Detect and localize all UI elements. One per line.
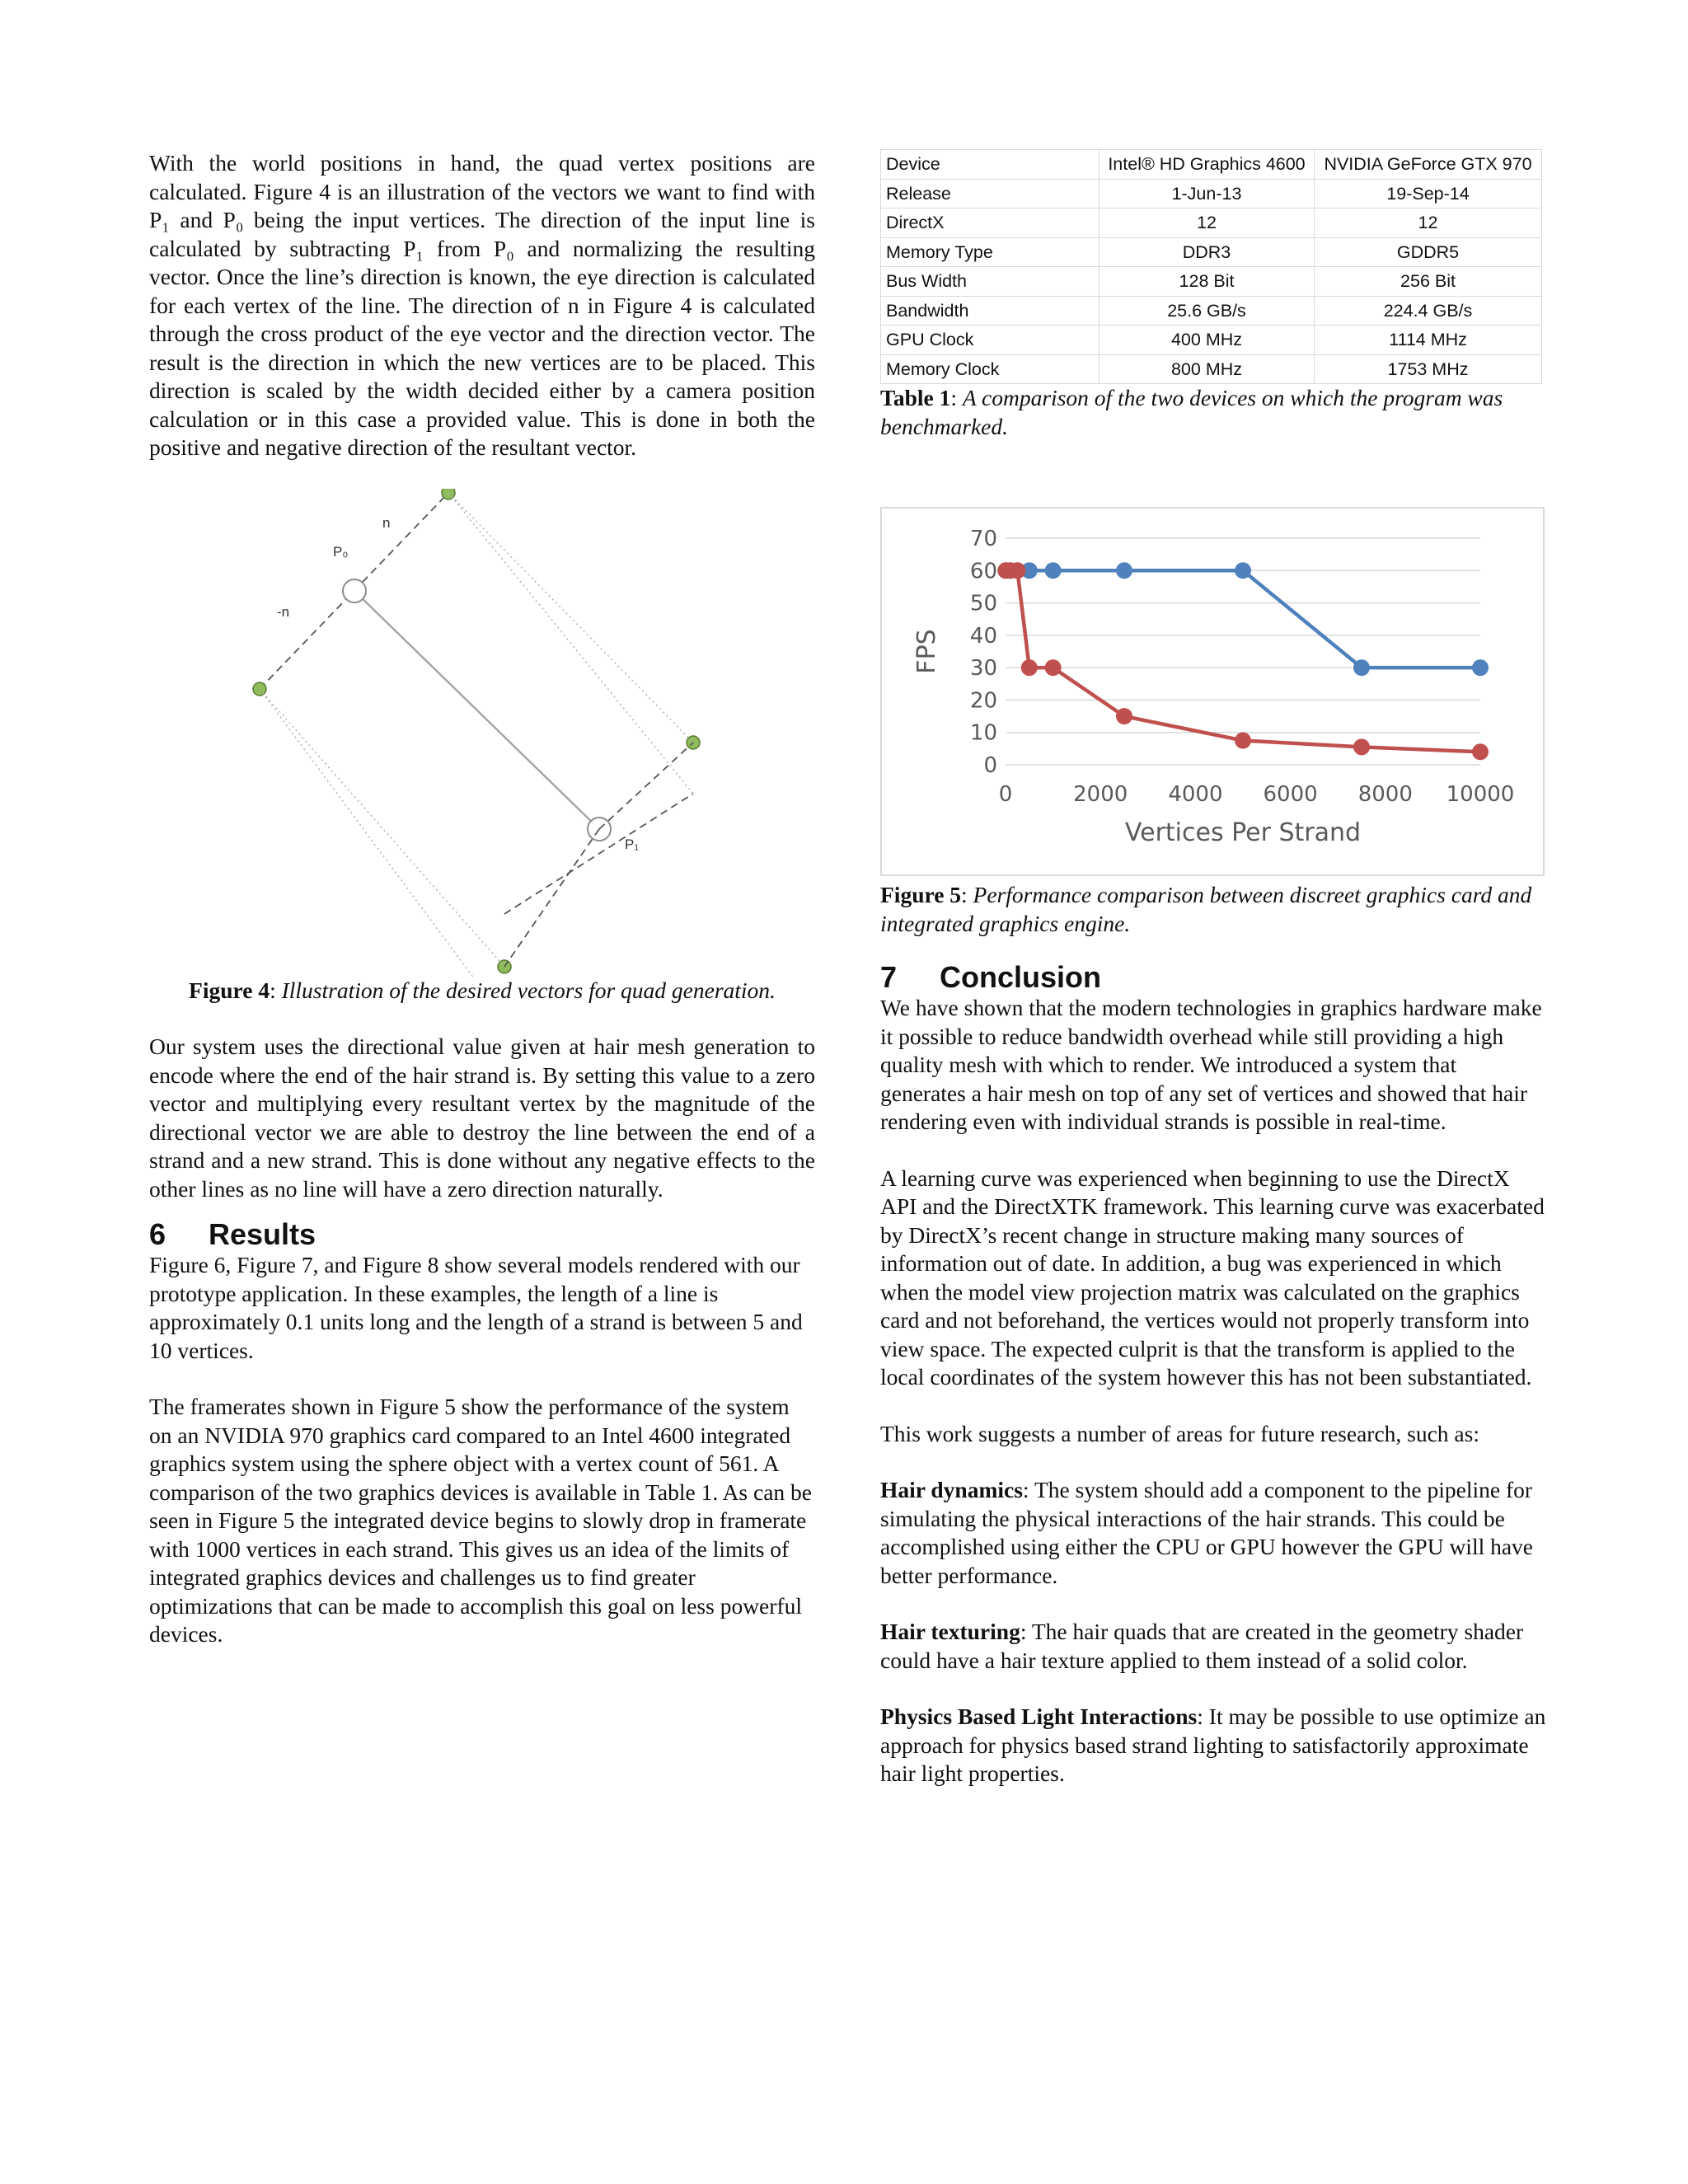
series-point-0: [1472, 659, 1489, 676]
figure-4: [149, 489, 815, 977]
table-cell: Release: [881, 179, 1100, 209]
quad-side-top: [448, 493, 693, 794]
table-1: [880, 149, 1542, 384]
figure-5-svg: [882, 509, 1543, 874]
table-cell: Intel® HD Graphics 4600: [1100, 150, 1315, 180]
figure-4-caption-text: Illustration of the desired vectors for quad generation.: [281, 977, 776, 1003]
quad-side-right: [448, 493, 693, 743]
neg-n-vector-lower: [504, 829, 599, 967]
future-item-light-interactions: [880, 1703, 1546, 1788]
table-row: [881, 179, 1542, 209]
p0-circle: [343, 579, 366, 602]
table-cell: 25.6 GB/s: [1100, 296, 1315, 326]
left-column: [149, 149, 815, 1649]
table-cell: 128 Bit: [1100, 267, 1315, 297]
future-item-text: : It may be possible to use optimize an approach for physics based strand lighting to satisfactorily approximate hair light properties.: [880, 1704, 1546, 1786]
paragraph-future-intro: This work suggests a number of areas for future research, such as:: [880, 1420, 1479, 1446]
label-n: n: [382, 514, 391, 531]
table-cell: 1-Jun-13: [1100, 179, 1315, 209]
x-tick-label: 8000: [1357, 782, 1413, 807]
figure-5-caption-text: Performance comparison between discreet graphics card and integrated graphics engine.: [880, 882, 1532, 936]
series-point-1: [1021, 659, 1038, 676]
paragraph-hair-mesh: Our system uses the directional value given at hair mesh generation to encode where the end of the hair strand is. By setting this value to a zero vector and multiplying every resultant vertex by the magnitude of the directional vector we are able to destroy the line between the end of a strand and a new strand. This is done without any negative effects to the other lines as no line will have a zero direction naturally.: [149, 1033, 815, 1202]
center-line: [354, 591, 599, 829]
table-row: [881, 354, 1542, 384]
table-cell: 400 MHz: [1100, 326, 1315, 355]
quad-side-bottom: [260, 689, 504, 977]
table-row: [881, 326, 1542, 355]
table-cell: 19-Sep-14: [1315, 179, 1542, 209]
table-cell: GDDR5: [1315, 237, 1542, 267]
label-p0: P₀: [333, 543, 349, 560]
y-tick-label: 40: [969, 623, 997, 649]
series-point-0: [1235, 562, 1251, 579]
series-point-0: [1353, 659, 1370, 676]
figure-5-caption-label: Figure 5: [880, 882, 962, 907]
table-cell: GPU Clock: [881, 326, 1100, 355]
series-line-1: [1006, 570, 1480, 752]
series-line-0: [1006, 570, 1480, 668]
table-cell: 224.4 GB/s: [1315, 296, 1542, 326]
series-point-1: [1353, 738, 1370, 755]
x-tick-label: 6000: [1263, 782, 1318, 807]
label-p1: P₁: [625, 836, 640, 852]
table-cell: 1753 MHz: [1315, 354, 1542, 384]
figure-5-chart: [880, 507, 1545, 876]
y-axis-label: FPS: [912, 629, 941, 674]
future-item-text: : The system should add a component to the pipeline for simulating the physical interactions of the hair strands. This could be accomplished using either the CPU or GPU however the GPU will have better performance.: [880, 1477, 1534, 1588]
section-6-number: 6: [149, 1217, 166, 1251]
vertex-top: [442, 489, 455, 499]
paragraph-quad-vertex: With the world positions in hand, the quad vertex positions are calculated. Figure 4 is an illustration of the vectors we want to find with P₁ and P₀ being the input vertices. The direction of the input line is calculated by subtracting P₁ from P₀ and normalizing the resulting vector. Once the line’s direction is known, the eye direction is calculated for each vertex of the line. The direction of n in Figure 4 is calculated through the cross product of the eye vector and the direction vector. The result is the direction in which the new vertices are to be placed. This direction is scaled by the width decided either by a camera position calculation or in this case a provided value. This is done in both the positive and negative direction of the resultant vector.: [149, 150, 815, 460]
n-vector-p1: [504, 794, 693, 914]
table-cell: Memory Clock: [881, 354, 1100, 384]
x-tick-label: 4000: [1168, 782, 1223, 807]
x-tick-label: 0: [998, 782, 1013, 807]
table-cell: 12: [1315, 209, 1542, 238]
series-point-0: [1045, 562, 1062, 579]
future-item-term: Hair texturing: [880, 1619, 1020, 1644]
label-neg-n: -n: [277, 603, 290, 620]
table-cell: 800 MHz: [1100, 354, 1315, 384]
series-point-1: [1045, 659, 1062, 676]
table-1-caption-label: Table 1: [880, 385, 951, 410]
y-tick-label: 10: [969, 720, 997, 746]
y-tick-label: 30: [969, 656, 997, 682]
future-item-text: : The hair quads that are created in the geometry shader could have a hair texture applied to them instead of a solid color.: [880, 1619, 1524, 1673]
y-tick-label: 70: [969, 527, 997, 551]
series-point-1: [1472, 743, 1489, 760]
table-row: [881, 296, 1542, 326]
table-cell: Device: [881, 150, 1100, 180]
section-6-title: Results: [209, 1217, 316, 1251]
table-cell: 1114 MHz: [1315, 326, 1542, 355]
table-cell: 12: [1100, 209, 1315, 238]
series-point-1: [1009, 562, 1025, 579]
series-point-1: [1235, 733, 1251, 749]
section-7-title: Conclusion: [940, 960, 1101, 994]
paragraph-results-1: Figure 6, Figure 7, and Figure 8 show several models rendered with our prototype application. In these examples, the length of a line is approximately 0.1 units long and the length of a strand is between 5 and 10 vertices.: [149, 1252, 803, 1363]
series-point-1: [1116, 708, 1132, 724]
x-tick-label: 2000: [1073, 782, 1128, 807]
section-6-heading: [149, 1218, 815, 1251]
right-column: [880, 149, 1546, 1788]
figure-5-caption: Figure 5: Performance comparison between discreet graphics card and integrated graphics engine.: [880, 882, 1532, 936]
table-1-caption-text: A comparison of the two devices on which the program was benchmarked.: [880, 385, 1503, 439]
table-cell: Memory Type: [881, 237, 1100, 267]
paragraph-conclusion-1: We have shown that the modern technologies in graphics hardware make it possible to reduce bandwidth overhead while still providing a high quality mesh with which to render. We introduced a system that generates a hair mesh on top of any set of vertices and showed that hair rendering even with individual strands is possible in real-time.: [880, 995, 1542, 1134]
series-point-0: [1116, 562, 1132, 579]
section-7-number: 7: [880, 960, 898, 994]
table-row: [881, 209, 1542, 238]
x-axis-label: Vertices Per Strand: [1124, 818, 1362, 847]
y-tick-label: 50: [969, 591, 997, 616]
x-tick-label: 10000: [1446, 782, 1515, 807]
y-tick-label: 60: [969, 559, 997, 584]
figure-4-caption-label: Figure 4: [189, 977, 270, 1003]
table-row: [881, 267, 1542, 297]
table-cell: Bandwidth: [881, 296, 1100, 326]
paragraph-results-2: The framerates shown in Figure 5 show the performance of the system on an NVIDIA 970 graphics card compared to an Intel 4600 integrated graphics system using the sphere object with a vertex count of 561. A comparison of the two graphics devices is available in Table 1. As can be seen in Figure 5 the integrated device begins to slowly drop in framerate with 1000 vertices in each strand. This gives us an idea of the limits of integrated graphics devices and challenges us to find greater optimizations that can be made to accomplish this goal on less powerful devices.: [149, 1394, 812, 1647]
paragraph-conclusion-2: A learning curve was experienced when beginning to use the DirectX API and the DirectXTK framework. This learning curve was exacerbated by DirectX’s recent change in structure making many sources of information out of date. In addition, a bug was experienced in which when the model view projection matrix was calculated on the graphics card and not beforehand, the vertices would not properly transform into view space. The expected culprit is that the transform is applied to the local coordinates of the system however this has not been substantiated.: [880, 1165, 1545, 1390]
table-cell: 256 Bit: [1315, 267, 1542, 297]
quad-side-left: [260, 689, 504, 967]
table-cell: DDR3: [1100, 237, 1315, 267]
figure-4-diagram: [149, 489, 815, 977]
table-row: [881, 237, 1542, 267]
table-row: [881, 150, 1542, 180]
table-cell: DirectX: [881, 209, 1100, 238]
table-cell: NVIDIA GeForce GTX 970: [1315, 150, 1542, 180]
future-item-hair-texturing: [880, 1618, 1546, 1675]
y-tick-label: 20: [969, 688, 997, 714]
figure-4-caption: Figure 4: Illustration of the desired vectors for quad generation.: [189, 977, 776, 1003]
n-vector-lower-right: [599, 743, 693, 829]
future-item-hair-dynamics: [880, 1476, 1546, 1590]
y-tick-label: 0: [983, 753, 997, 778]
table-cell: Bus Width: [881, 267, 1100, 297]
table-1-caption: Table 1: A comparison of the two devices on which the program was benchmarked.: [880, 385, 1503, 439]
section-7-heading: [880, 961, 1546, 994]
future-item-term: Hair dynamics: [880, 1477, 1023, 1502]
future-item-term: Physics Based Light Interactions: [880, 1704, 1198, 1729]
